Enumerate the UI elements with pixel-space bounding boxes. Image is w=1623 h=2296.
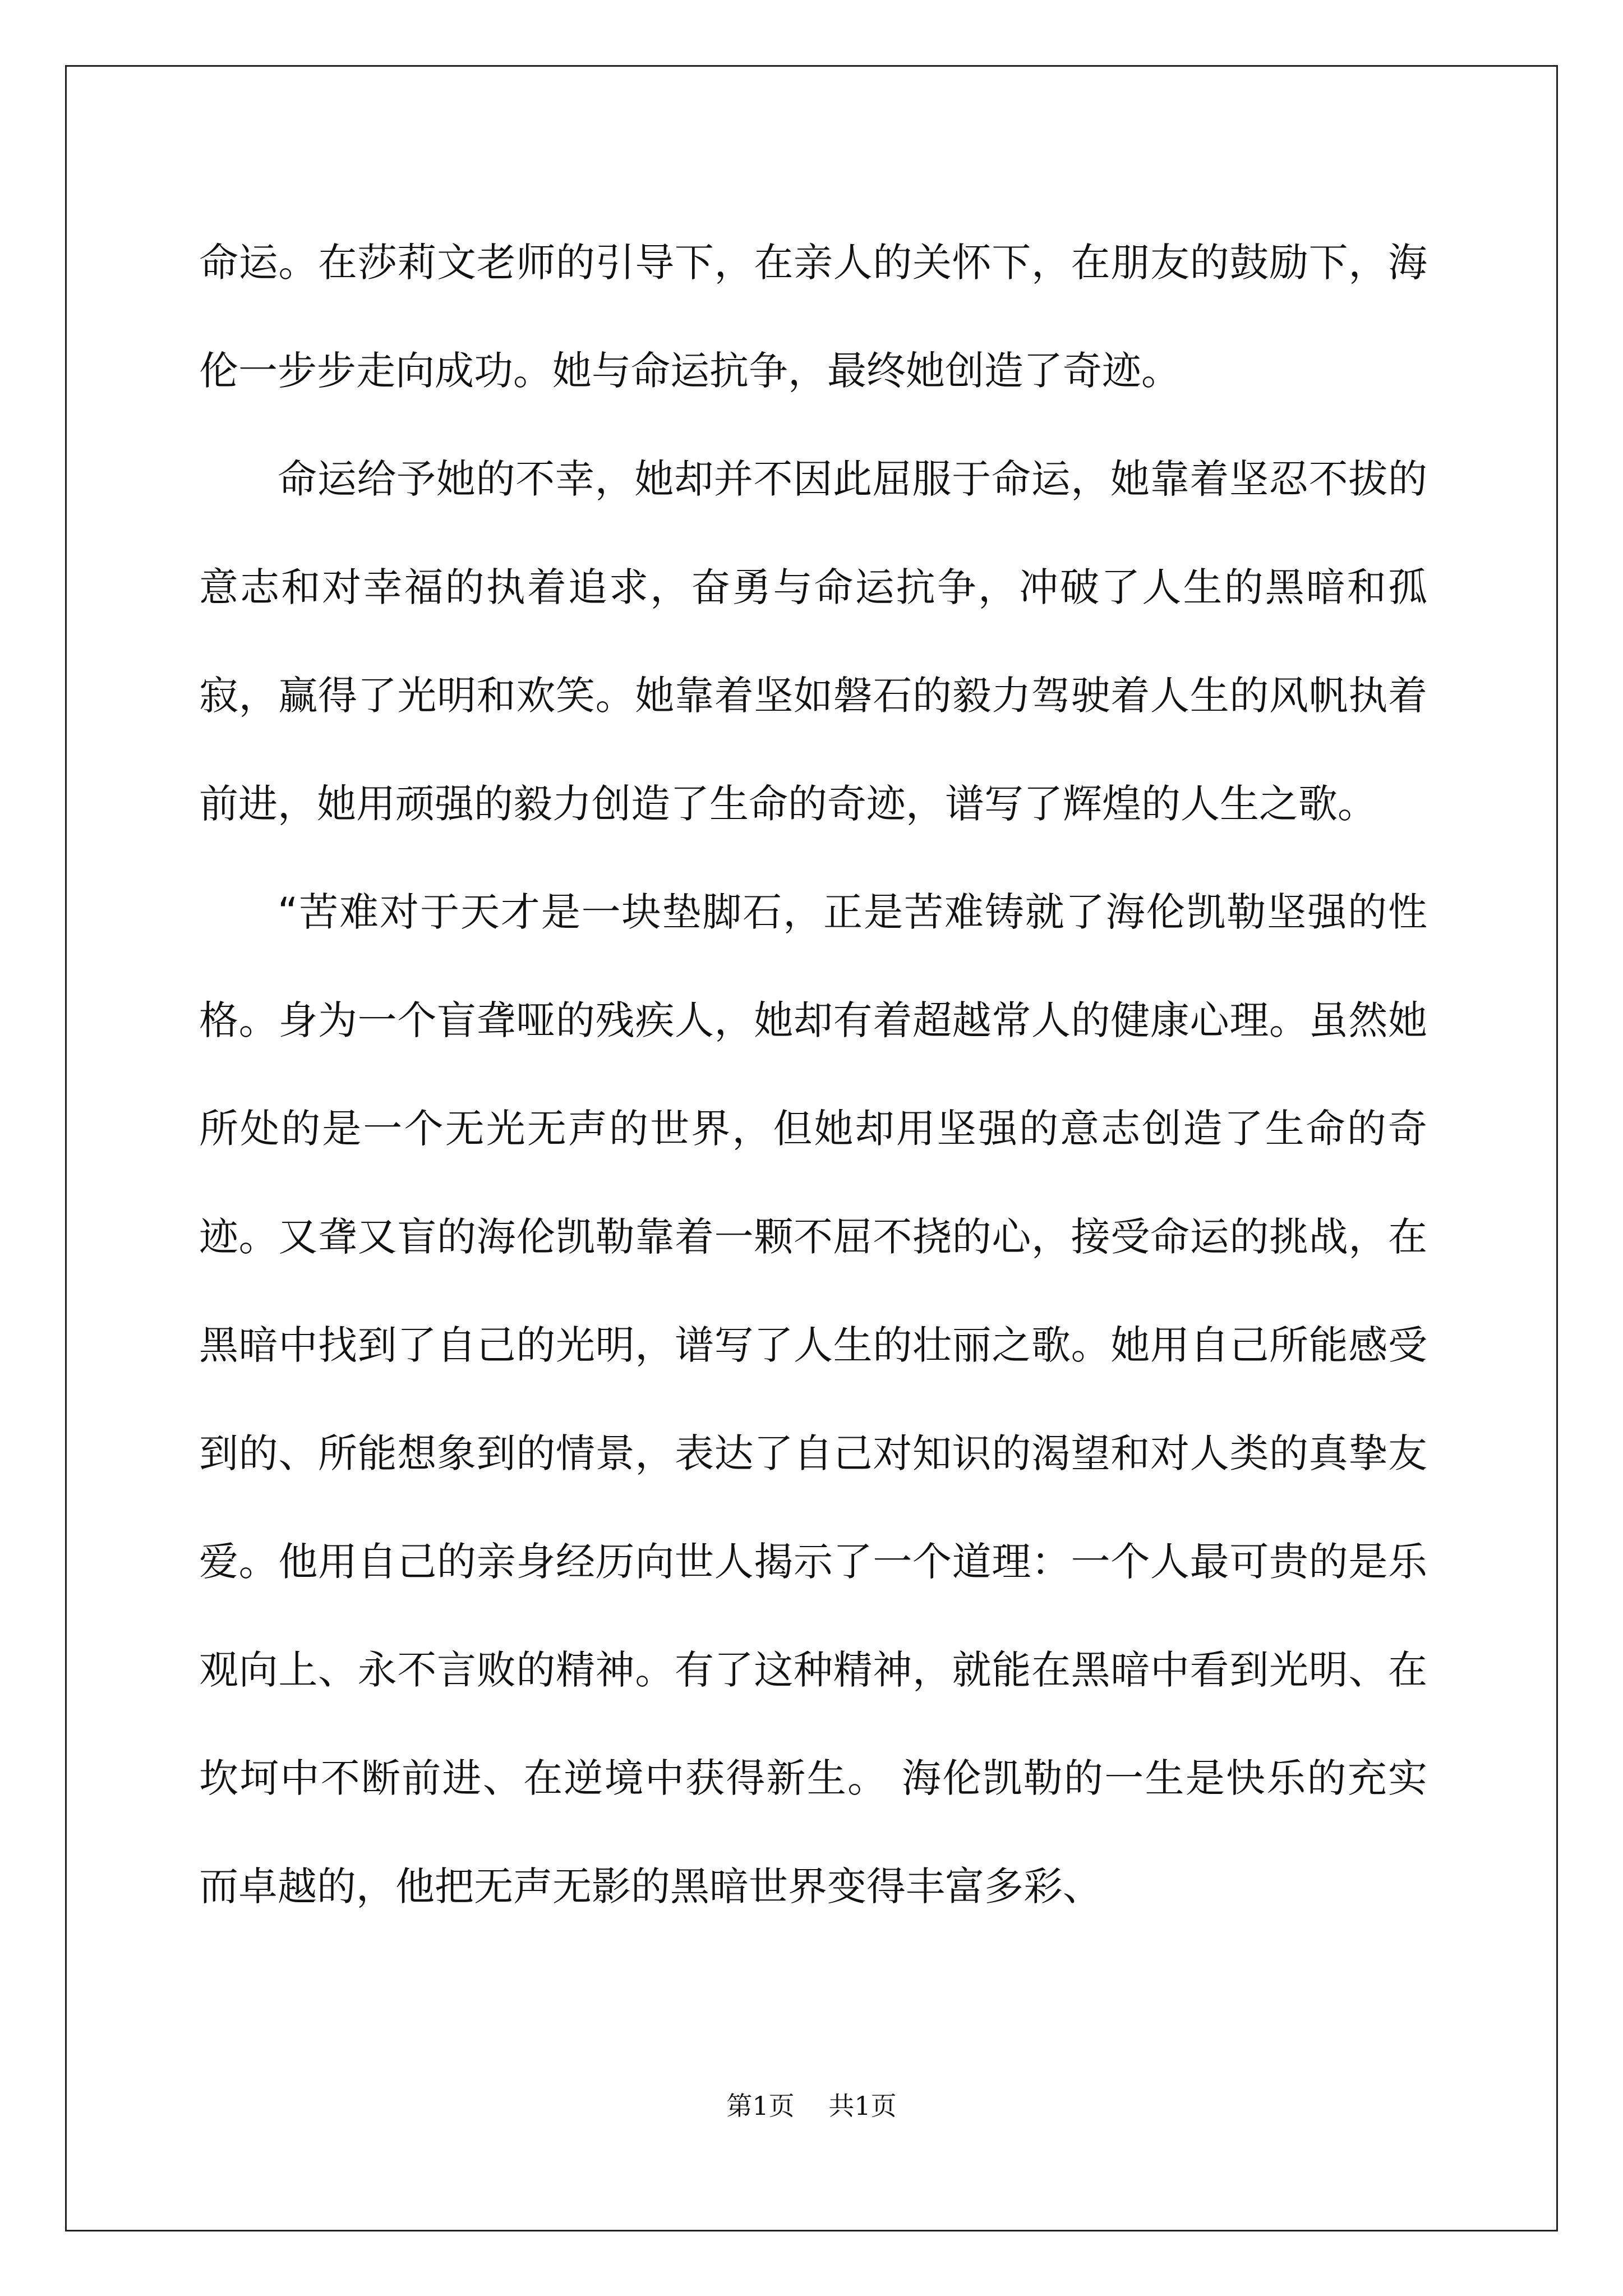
paragraph-3: “苦难对于天才是一块垫脚石，正是苦难铸就了海伦凯勒坚强的性格。身为一个盲聋哑的残疾人，她却有着超越常人的健康心理。虽然她所处的是一个无光无声的世界，但她却用坚强的意志创造了生命的奇迹。又聋又盲的海伦凯勒靠着一颗不屈不挠的心，接受命运的挑战，在黑暗中找到了自己的光明，谱写了人生的壮丽之歌。她用自己所能感受到的、所能想象到的情景，表达了自己对知识的渴望和对人类的真挚友爱。他用自己的亲身经历向世人揭示了一个道理：一个人最可贵的是乐观向上、永不言败的精神。有了这种精神，就能在黑暗中看到光明、在坎坷中不断前进、在逆境中获得新生。 海伦凯勒的一生是快乐的充实而卓越的，他把无声无影的黑暗世界变得丰富多彩、 xyxy=(199,889,1427,1910)
document-body xyxy=(199,209,1427,1941)
page-total: 共1页 xyxy=(828,2091,897,2121)
paragraph-2: 命运给予她的不幸，她却并不因此屈服于命运，她靠着坚忍不拔的意志和对幸福的执着追求，奋勇与命运抗争，冲破了人生的黑暗和孤寂，赢得了光明和欢笑。她靠着坚如磐石的毅力驾驶着人生的风帆执着前进，她用顽强的毅力创造了生命的奇迹，谱写了辉煌的人生之歌。 xyxy=(199,456,1427,827)
page-number: 第1页 xyxy=(726,2091,795,2121)
page-footer xyxy=(0,2086,1623,2123)
paragraph-1: 命运。在莎莉文老师的引导下，在亲人的关怀下，在朋友的鼓励下，海伦一步步走向成功。她与命运抗争，最终她创造了奇迹。 xyxy=(199,240,1427,394)
